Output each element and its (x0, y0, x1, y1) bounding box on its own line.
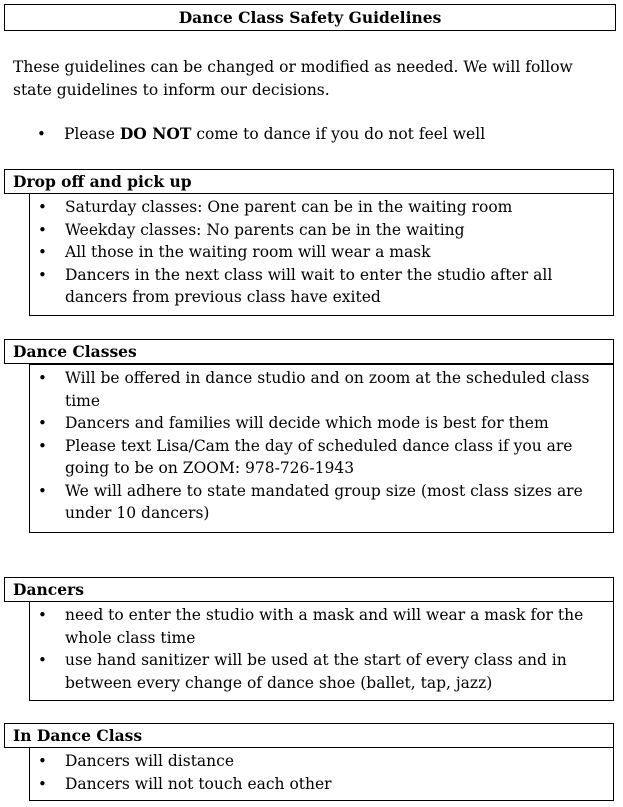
section-heading-dancers: Dancers (13, 580, 84, 599)
bullet-icon: • (38, 220, 47, 239)
list-item (16, 604, 610, 649)
bullet-icon: • (38, 752, 47, 770)
title-box (4, 4, 616, 31)
bullet-icon: • (38, 265, 47, 284)
list-item (16, 241, 610, 264)
section-heading-box-drop-off (4, 169, 614, 194)
section-body-in-dance-class (29, 747, 614, 801)
section-heading-box-in-dance-class (4, 723, 614, 748)
bullet-icon: • (38, 414, 47, 432)
section-list-dancers (16, 604, 610, 694)
list-item-text: We will adhere to state mandated group size (most class sizes are under 10 dancers) (65, 481, 583, 522)
bullet-icon: • (38, 774, 47, 793)
section-body-dancers (29, 601, 614, 701)
bullet-icon: • (38, 243, 47, 261)
top-bullet-list (15, 123, 605, 146)
list-item-text: Please text Lisa/Cam the day of scheduled dance class if you are going to be on ZOOM: 978-726-1943 (65, 436, 573, 477)
section-heading-box-dance-classes (4, 339, 614, 364)
list-item-text: need to enter the studio with a mask and will wear a mask for the whole class time (65, 606, 584, 647)
list-item-text: Saturday classes: One parent can be in the waiting room (65, 198, 513, 216)
list-item (16, 264, 610, 309)
top-bullet-prefix: Please (64, 125, 120, 143)
list-item (16, 367, 610, 412)
bullet-icon: • (37, 125, 46, 143)
section-list-in-dance-class (16, 750, 610, 795)
bullet-icon: • (38, 481, 47, 500)
bullet-icon: • (38, 606, 47, 624)
list-item (16, 649, 610, 694)
list-item-text: Weekday classes: No parents can be in the waiting (65, 220, 465, 239)
list-item-text: Dancers will not touch each other (65, 774, 332, 793)
list-item-text: Dancers in the next class will wait to enter the studio after all dancers from previous class have exited (65, 265, 553, 306)
top-bullet-emphasis: DO NOT (119, 124, 192, 143)
list-item-text: use hand sanitizer will be used at the start of every class and in between every change of dance shoe (ballet, tap, jazz) (65, 651, 567, 692)
bullet-icon: • (38, 198, 47, 216)
section-body-drop-off (29, 193, 614, 316)
list-item (16, 750, 610, 773)
list-item-text: Dancers will distance (65, 752, 235, 770)
section-heading-dance-classes: Dance Classes (13, 342, 137, 361)
page-title: Dance Class Safety Guidelines (178, 8, 442, 27)
section-body-dance-classes (29, 364, 614, 533)
list-item (16, 219, 610, 242)
list-item (15, 123, 605, 146)
intro-paragraph: These guidelines can be changed or modified as needed. We will follow state guidelines to inform our decisions. (13, 58, 573, 99)
section-list-dance-classes (16, 367, 610, 525)
list-item-text: Will be offered in dance studio and on zoom at the scheduled class time (65, 369, 590, 410)
section-heading-box-dancers (4, 577, 614, 602)
bullet-icon: • (38, 369, 47, 387)
list-item (16, 773, 610, 796)
list-item-text: All those in the waiting room will wear a mask (65, 243, 431, 261)
list-item (16, 480, 610, 525)
list-item (16, 435, 610, 480)
list-item (16, 196, 610, 219)
section-heading-in-dance-class: In Dance Class (13, 726, 143, 745)
top-bullet-suffix: come to dance if you do not feel well (191, 125, 486, 143)
section-list-drop-off (16, 196, 610, 309)
list-item-text: Dancers and families will decide which mode is best for them (65, 414, 549, 432)
bullet-icon: • (38, 651, 47, 669)
bullet-icon: • (38, 436, 47, 455)
section-heading-drop-off: Drop off and pick up (13, 172, 192, 191)
list-item (16, 412, 610, 435)
